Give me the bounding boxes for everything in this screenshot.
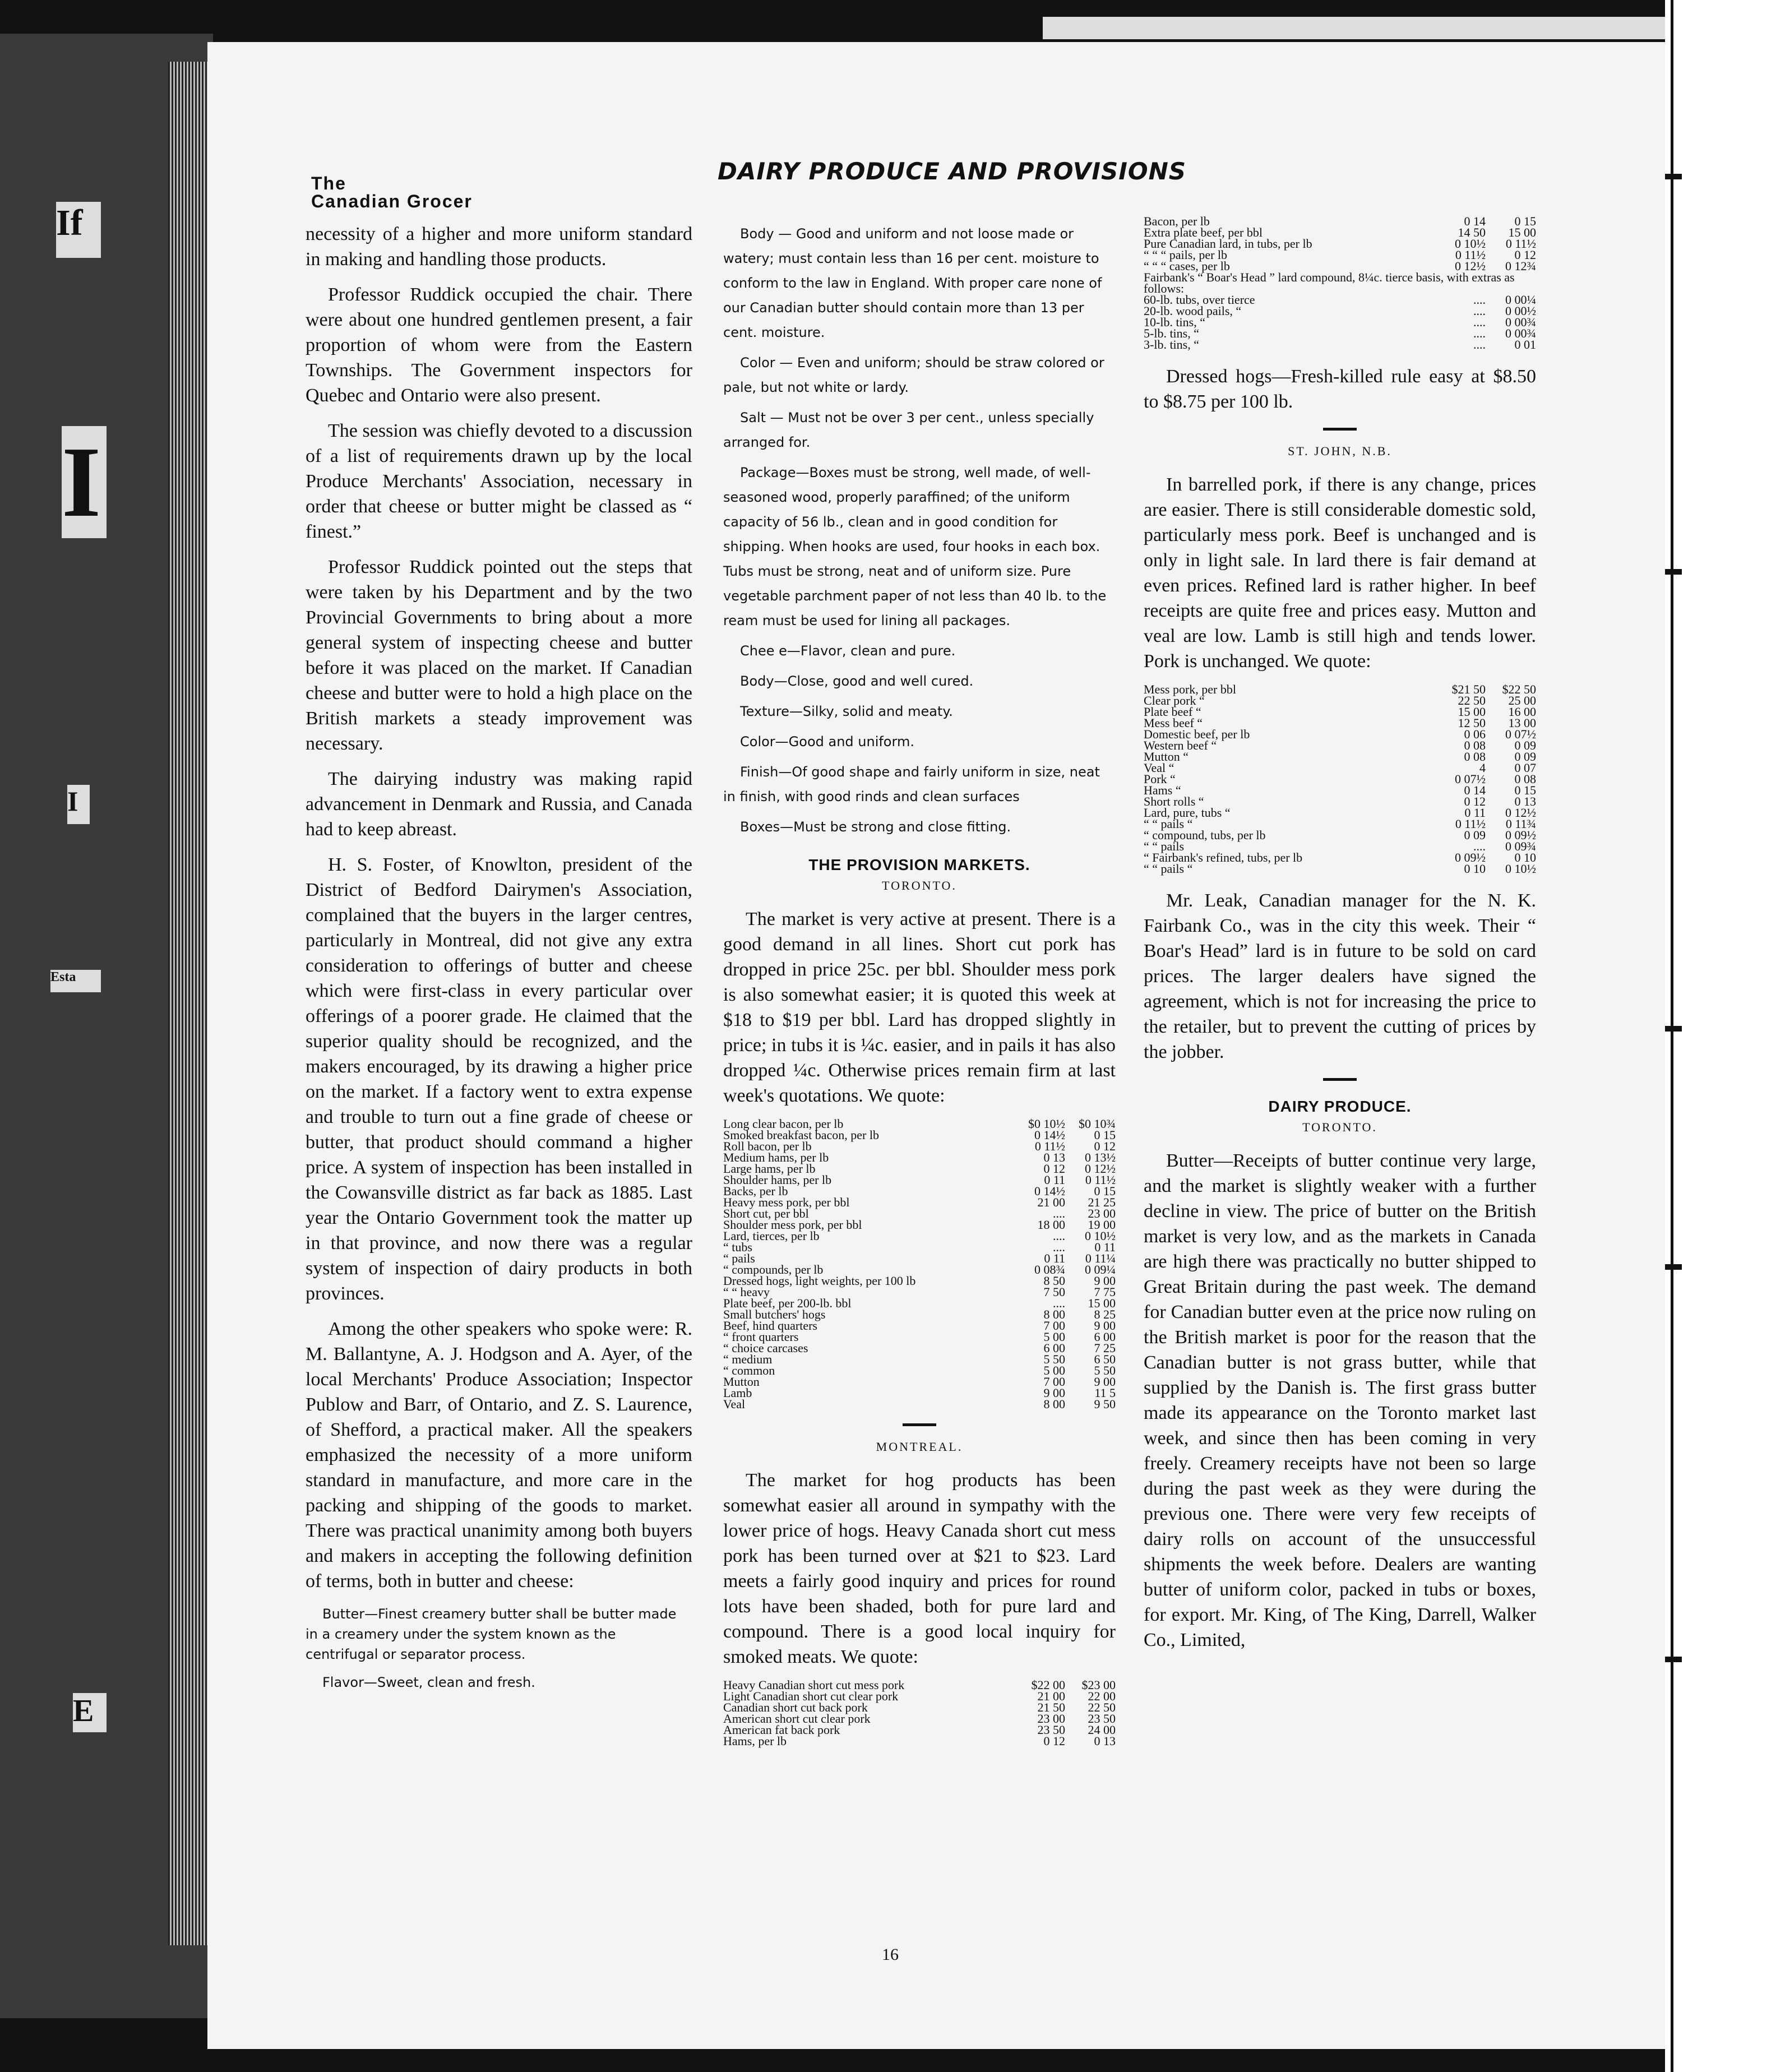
price-value: 21 25 <box>1088 1195 1116 1209</box>
price-item: Long clear bacon, per lb <box>723 1117 844 1131</box>
price-item: Western beef “ <box>1144 738 1217 752</box>
definition: Package—Boxes must be strong, well made, of well-seasoned wood, properly paraffined; of the uniform capacity of 56 lb., clean and in good condition for shipping. When hooks are used, four hooks in each box. Tubs must be strong, neat and of uniform size. Pure vegetable parchment paper of not less than 40 lb. to the ream must be used for lining all packages. <box>723 465 1107 628</box>
price-item: “ compounds, per lb <box>723 1262 824 1276</box>
newspaper-page <box>207 42 1665 2049</box>
price-value: .... <box>1053 1206 1065 1220</box>
definition: Finish—Of good shape and fairly uniform in size, neat in finish, with good rinds and clean surfaces <box>723 764 1100 804</box>
price-value: 0 11 <box>1044 1173 1065 1187</box>
city-heading: MONTREAL. <box>876 1440 963 1454</box>
scan-mark <box>1665 1264 1682 1270</box>
paragraph: Mr. Leak, Canadian manager for the N. K. Fairbank Co., was in the city this week. Their “ Boar's Head” lard is in future to be sold on card prices. The larger dealers have signed the agreement, which is not for increasing the price to the retailer, but to prevent the cutting of prices by the jobber. <box>1144 890 1536 1062</box>
price-item: Veal <box>723 1397 746 1411</box>
price-value: 0 00¾ <box>1505 326 1536 340</box>
definition: Color—Good and uniform. <box>740 734 914 750</box>
price-value: 22 00 <box>1088 1689 1116 1703</box>
price-value: 16 00 <box>1508 705 1536 719</box>
price-item: Shoulder mess pork, per bbl <box>723 1218 862 1232</box>
price-value: $23 00 <box>1081 1678 1116 1692</box>
price-value: 0 07 <box>1514 761 1536 775</box>
price-value: 0 14½ <box>1034 1184 1065 1198</box>
price-value: 0 11½ <box>1034 1139 1065 1153</box>
price-value: 6 00 <box>1043 1341 1065 1355</box>
book-page-edges <box>168 62 213 1945</box>
price-value: 0 08 <box>1464 738 1486 752</box>
price-item: 3-lb. tins, “ <box>1144 337 1199 351</box>
page-number: 16 <box>882 1945 899 1964</box>
price-value: 14 50 <box>1458 225 1486 239</box>
separator <box>903 1423 936 1426</box>
price-value: 0 13½ <box>1085 1150 1116 1164</box>
definition: Boxes—Must be strong and close fitting. <box>740 819 1011 835</box>
price-item: Dressed hogs, light weights, per 100 lb <box>723 1274 916 1288</box>
paragraph: The market is very active at present. There is a good demand in all lines. Short cut pork has dropped in price 25c. per bbl. Shoulder mess pork is also somewhat easier; it is quoted this week at $18 to $19 per bbl. Lard has dropped slightly in price; in tubs it is ¼c. easier, and in pails it has also dropped ¼c. Otherwise prices remain firm at last week's quotations. We quote: <box>723 909 1116 1106</box>
city-heading: ST. JOHN, N.B. <box>1288 444 1392 458</box>
scan-rule <box>1671 0 1673 2072</box>
definition: Salt — Must not be over 3 per cent., unless specially arranged for. <box>723 410 1094 450</box>
paragraph: Butter—Receipts of butter continue very large, and the market is slightly weaker with a further decline in view. The price of butter on the British market is very low, and as the markets in Canada are high there was practically no butter shipped to Great Britain during the past week. The demand for Canadian butter even at the price now ruling on the British market is poor for the reason that the Canadian butter is not grass butter, while that supplied by the Danish is. The first grass butter made its appearance on the Toronto market last week, and since then has been coming in very freely. Creamery receipts have not been so large during the past week as they were during the previous one. There were very few receipts of dairy rolls on account of the unsuccessful shipments the week before. Dealers are wanting butter of uniform color, packed in tubs or boxes, for export. Mr. King, of The King, Darrell, Walker Co., Limited, <box>1144 1150 1536 1650</box>
price-row <box>723 1399 1116 1410</box>
price-value: 7 75 <box>1094 1285 1116 1299</box>
price-value: 0 11 <box>1044 1251 1065 1265</box>
facing-page-fragment: I <box>67 785 90 824</box>
price-value: 0 00½ <box>1505 304 1536 318</box>
price-value: $22 00 <box>1031 1678 1065 1692</box>
definition: Chee e—Flavor, clean and pure. <box>740 643 956 659</box>
price-value: 0 11½ <box>1085 1173 1116 1187</box>
paragraph: The market for hog products has been somewhat easier all around in sympathy with the lower price of hogs. Heavy Canada short cut mess pork has been turned over at $21 to $23. Lard meets a fairly good inquiry and prices for round lots have been shaded, both for pure lard and compound. There is a good local inquiry for smoked meats. We quote: <box>723 1470 1116 1667</box>
price-item: Lard, tierces, per lb <box>723 1229 820 1243</box>
price-table <box>1144 684 1536 875</box>
price-value: 7 25 <box>1094 1341 1116 1355</box>
price-value: 0 09¾ <box>1505 839 1536 853</box>
price-value: 22 50 <box>1458 693 1486 707</box>
price-table <box>1144 216 1536 272</box>
price-item: Mutton <box>723 1375 760 1389</box>
scan-mark <box>1665 1657 1682 1662</box>
price-item: Medium hams, per lb <box>723 1150 829 1164</box>
price-item: American short cut clear pork <box>723 1712 871 1726</box>
price-value: 5 00 <box>1043 1330 1065 1344</box>
price-value: 23 50 <box>1088 1712 1116 1726</box>
price-value: 0 10 <box>1464 862 1486 876</box>
price-value: 0 08¾ <box>1034 1262 1065 1276</box>
price-value: .... <box>1473 304 1486 318</box>
price-value: 6 50 <box>1094 1352 1116 1366</box>
price-value: .... <box>1473 315 1486 329</box>
price-value: 0 15 <box>1514 214 1536 228</box>
price-value: 0 10 <box>1514 850 1536 864</box>
price-value: 0 09¼ <box>1085 1262 1116 1276</box>
price-value: 8 00 <box>1043 1307 1065 1321</box>
price-value: 24 00 <box>1088 1723 1116 1737</box>
price-value: 0 09 <box>1464 828 1486 842</box>
price-value: 6 00 <box>1094 1330 1116 1344</box>
price-value: 23 50 <box>1037 1723 1065 1737</box>
price-value: 0 06 <box>1464 727 1486 741</box>
price-value: 0 00¼ <box>1505 293 1536 307</box>
price-value: 18 00 <box>1037 1218 1065 1232</box>
price-item: Light Canadian short cut clear pork <box>723 1689 899 1703</box>
price-item: Pork “ <box>1144 772 1176 786</box>
price-item: Domestic beef, per lb <box>1144 727 1250 741</box>
price-value: 0 09 <box>1514 738 1536 752</box>
price-value: 0 15 <box>1094 1184 1116 1198</box>
price-item: Short rolls “ <box>1144 794 1204 808</box>
price-item: Small butchers' hogs <box>723 1307 826 1321</box>
price-value: 21 00 <box>1037 1689 1065 1703</box>
price-item: Roll bacon, per lb <box>723 1139 812 1153</box>
facing-page-fragment: E <box>73 1693 107 1732</box>
price-value: .... <box>1053 1240 1065 1254</box>
price-item: 60-lb. tubs, over tierce <box>1144 293 1255 307</box>
scan-margin <box>1665 0 1785 2072</box>
price-table <box>723 1118 1116 1410</box>
price-value: .... <box>1473 337 1486 351</box>
price-value: $21 50 <box>1451 682 1486 696</box>
price-value: 15 00 <box>1088 1296 1116 1310</box>
price-item: Backs, per lb <box>723 1184 788 1198</box>
price-item: Hams, per lb <box>723 1734 787 1748</box>
price-value: 0 11½ <box>1505 237 1536 251</box>
section-title: DAIRY PRODUCE AND PROVISIONS <box>718 158 1187 185</box>
price-item: Hams “ <box>1144 783 1181 797</box>
price-value: 9 00 <box>1043 1386 1065 1400</box>
column-3 <box>1144 216 1536 1663</box>
price-value: 0 11½ <box>1455 248 1486 262</box>
price-value: 5 50 <box>1094 1363 1116 1377</box>
price-item: Mutton “ <box>1144 750 1189 764</box>
price-value: 0 12 <box>1043 1162 1065 1176</box>
price-value: 0 12 <box>1094 1139 1116 1153</box>
definition: Flavor—Sweet, clean and fresh. <box>322 1675 535 1690</box>
paragraph: The dairying industry was making rapid advancement in Denmark and Russia, and Canada had to keep abreast. <box>306 769 692 840</box>
price-value: 0 11½ <box>1455 817 1486 831</box>
paragraph: Among the other speakers who spoke were: R. M. Ballantyne, A. J. Hodgson and A. Ayer, of the local Merchants' Produce Association; Inspector Publow and Barr, of Ontario, and Z. S. Laurence, of Shefford, a practical maker. All the speakers emphasized the necessity of a more uniform standard in manufacture, and more care in the packing and shipping of the goods to market. There was practical unanimity among both buyers and makers in accepting the following definition of terms, both in butter and cheese: <box>306 1319 692 1592</box>
price-value: 0 08 <box>1514 772 1536 786</box>
price-item: “ common <box>723 1363 775 1377</box>
price-value: 15 00 <box>1508 225 1536 239</box>
price-value: 0 12½ <box>1505 806 1536 820</box>
price-item: Plate beef “ <box>1144 705 1201 719</box>
price-value: 5 00 <box>1043 1363 1065 1377</box>
price-value: 23 00 <box>1037 1712 1065 1726</box>
definition: Color — Even and uniform; should be straw colored or pale, but not white or lardy. <box>723 355 1104 395</box>
price-item: 20-lb. wood pails, “ <box>1144 304 1242 318</box>
scan-mark <box>1665 569 1682 575</box>
price-value: 0 13 <box>1094 1734 1116 1748</box>
paragraph: The session was chiefly devoted to a discussion of a list of requirements drawn up by the local Produce Merchants' Association, necessary in order that cheese or butter might be classed as “ finest.” <box>306 420 692 542</box>
price-value: 0 11 <box>1464 806 1486 820</box>
masthead-line: Canadian Grocer <box>311 191 473 211</box>
price-value: .... <box>1473 293 1486 307</box>
price-item: Pure Canadian lard, in tubs, per lb <box>1144 237 1312 251</box>
price-value: 0 12 <box>1514 248 1536 262</box>
price-value: 0 01 <box>1514 337 1536 351</box>
price-item: “ “ pails “ <box>1144 817 1193 831</box>
price-item: 5-lb. tins, “ <box>1144 326 1199 340</box>
price-row <box>1144 339 1536 350</box>
price-value: 25 00 <box>1508 693 1536 707</box>
price-value: 0 00¾ <box>1505 315 1536 329</box>
price-item: 10-lb. tins, “ <box>1144 315 1205 329</box>
price-item: Bacon, per lb <box>1144 214 1210 228</box>
price-value: 7 00 <box>1043 1375 1065 1389</box>
price-row <box>1144 751 1536 762</box>
price-value: 11 5 <box>1094 1386 1116 1400</box>
price-item: “ “ “ cases, per lb <box>1144 259 1230 273</box>
definition: Texture—Silky, solid and meaty. <box>740 704 953 719</box>
price-item: Plate beef, per 200-lb. bbl <box>723 1296 852 1310</box>
price-value: 0 11¾ <box>1505 817 1536 831</box>
price-value: 5 50 <box>1043 1352 1065 1366</box>
definition: Body—Close, good and well cured. <box>740 673 974 689</box>
price-value: 0 12½ <box>1085 1162 1116 1176</box>
price-value: 0 15 <box>1094 1128 1116 1142</box>
price-value: 0 14 <box>1464 783 1486 797</box>
facing-page-fragment: I <box>62 426 107 538</box>
price-value: 0 12 <box>1043 1734 1065 1748</box>
price-item: Heavy mess pork, per bbl <box>723 1195 850 1209</box>
price-item: Shoulder hams, per lb <box>723 1173 832 1187</box>
price-value: 4 <box>1479 761 1486 775</box>
price-item: Smoked breakfast bacon, per lb <box>723 1128 879 1142</box>
price-value: 0 09½ <box>1505 828 1536 842</box>
city-heading: TORONTO. <box>1302 1120 1377 1134</box>
price-value: 0 10½ <box>1085 1229 1116 1243</box>
price-value: 23 00 <box>1088 1206 1116 1220</box>
price-item: Large hams, per lb <box>723 1162 816 1176</box>
price-value: 8 00 <box>1043 1397 1065 1411</box>
price-table <box>723 1680 1116 1747</box>
price-value: 8 50 <box>1043 1274 1065 1288</box>
price-item: “ “ pails <box>1144 839 1185 853</box>
price-value: 0 12 <box>1464 794 1486 808</box>
city-heading: TORONTO. <box>882 878 957 892</box>
price-value: 0 15 <box>1514 783 1536 797</box>
price-value: 0 09½ <box>1455 850 1486 864</box>
price-value: 13 00 <box>1508 716 1536 730</box>
price-item: Heavy Canadian short cut mess pork <box>723 1678 905 1692</box>
paragraph: In barrelled pork, if there is any change, prices are easier. There is still considerable domestic sold, particularly mess pork. Beef is unchanged and is only in light sale. In lard there is fair demand at even prices. Refined lard is rather higher. In beef receipts are quite free and prices easy. Mutton and veal are low. Lamb is still high and tends lower. Pork is unchanged. We quote: <box>1144 474 1536 672</box>
price-value: 21 50 <box>1037 1700 1065 1714</box>
price-value: $22 50 <box>1502 682 1536 696</box>
separator <box>1323 428 1357 431</box>
fairbank-note: Fairbank's “ Boar's Head ” lard compound, 8¼c. tierce basis, with extras as follows: <box>1144 270 1515 295</box>
price-item: Extra plate beef, per bbl <box>1144 225 1263 239</box>
price-item: “ tubs <box>723 1240 752 1254</box>
price-value: 19 00 <box>1088 1218 1116 1232</box>
definition: Butter—Finest creamery butter shall be butter made in a creamery under the system known as the centrifugal or separator process. <box>306 1606 677 1662</box>
price-value: $0 10½ <box>1028 1117 1065 1131</box>
price-value: 9 00 <box>1094 1274 1116 1288</box>
price-row <box>723 1736 1116 1747</box>
price-value: 0 07½ <box>1505 727 1536 741</box>
price-item: “ front quarters <box>723 1330 799 1344</box>
price-value: 0 14½ <box>1034 1128 1065 1142</box>
facing-page-fragment: Esta <box>50 970 101 992</box>
price-value: 22 50 <box>1088 1700 1116 1714</box>
price-item: “ choice carcases <box>723 1341 808 1355</box>
price-value: 0 10½ <box>1455 237 1486 251</box>
paragraph: necessity of a higher and more uniform standard in making and handling those products. <box>306 224 692 270</box>
price-value: 8 25 <box>1094 1307 1116 1321</box>
price-item: “ “ heavy <box>723 1285 770 1299</box>
price-value: 9 00 <box>1094 1375 1116 1389</box>
price-item: American fat back pork <box>723 1723 840 1737</box>
price-value: 0 13 <box>1514 794 1536 808</box>
price-item: Veal “ <box>1144 761 1174 775</box>
price-item: “ pails <box>723 1251 755 1265</box>
price-value: 0 07½ <box>1455 772 1486 786</box>
price-value: $0 10¾ <box>1079 1117 1116 1131</box>
section-heading: THE PROVISION MARKETS. <box>808 856 1030 873</box>
scan-mark <box>1665 174 1682 179</box>
price-value: 0 08 <box>1464 750 1486 764</box>
masthead-line: The <box>311 173 346 193</box>
scan-edge <box>1043 17 1665 39</box>
price-value: 12 50 <box>1458 716 1486 730</box>
price-value: 15 00 <box>1458 705 1486 719</box>
price-value: .... <box>1473 839 1486 853</box>
price-value: 7 50 <box>1043 1285 1065 1299</box>
price-value: .... <box>1053 1229 1065 1243</box>
facing-page-fragment: If <box>56 202 101 258</box>
price-value: 21 00 <box>1037 1195 1065 1209</box>
masthead <box>311 174 473 210</box>
price-item: Canadian short cut back pork <box>723 1700 868 1714</box>
price-row <box>1144 863 1536 875</box>
price-item: “ “ pails “ <box>1144 862 1193 876</box>
paragraph: Professor Ruddick pointed out the steps that were taken by his Department and by the two Provincial Governments to bring about a more general system of inspecting cheese and butter before it was placed on the market. If Canadian cheese and butter were to hold a high place on the British markets a steady improvement was necessary. <box>306 557 692 754</box>
price-item: Lard, pure, tubs “ <box>1144 806 1231 820</box>
paragraph: Dressed hogs—Fresh-killed rule easy at $8.50 to $8.75 per 100 lb. <box>1144 366 1536 412</box>
price-value: .... <box>1473 326 1486 340</box>
price-item: Mess beef “ <box>1144 716 1203 730</box>
price-item: Lamb <box>723 1386 752 1400</box>
column-2 <box>723 221 1116 1760</box>
price-value: 7 00 <box>1043 1319 1065 1333</box>
price-value: 0 09 <box>1514 750 1536 764</box>
price-value: 0 11¼ <box>1085 1251 1116 1265</box>
price-item: “ “ “ pails, per lb <box>1144 248 1228 262</box>
price-item: “ Fairbank's refined, tubs, per lb <box>1144 850 1303 864</box>
price-value: 9 50 <box>1094 1397 1116 1411</box>
separator <box>1323 1078 1357 1081</box>
price-table <box>1144 294 1536 350</box>
price-item: Clear pork “ <box>1144 693 1205 707</box>
paragraph: Professor Ruddick occupied the chair. There were about one hundred gentlemen present, a fair proportion of whom were from the Eastern Townships. The Government inspectors for Quebec and Ontario were also present. <box>306 284 692 406</box>
price-item: “ medium <box>723 1352 773 1366</box>
price-value: 9 00 <box>1094 1319 1116 1333</box>
price-value: 0 11 <box>1094 1240 1116 1254</box>
section-heading: DAIRY PRODUCE. <box>1268 1098 1412 1115</box>
price-value: 0 12¾ <box>1505 259 1536 273</box>
price-value: 0 10½ <box>1505 862 1536 876</box>
price-item: “ compound, tubs, per lb <box>1144 828 1266 842</box>
definition: Body — Good and uniform and not loose made or watery; must contain less than 16 per cent. moisture to conform to the law in England. With proper care none of our Canadian butter should contain more than 13 per cent. moisture. <box>723 226 1102 340</box>
price-item: Mess pork, per bbl <box>1144 682 1236 696</box>
price-value: 0 12½ <box>1455 259 1486 273</box>
price-value: 0 14 <box>1464 214 1486 228</box>
price-value: 0 13 <box>1043 1150 1065 1164</box>
price-item: Beef, hind quarters <box>723 1319 817 1333</box>
paragraph: H. S. Foster, of Knowlton, president of the District of Bedford Dairymen's Association, complained that the buyers in the larger centres, particularly in Montreal, did not give any extra consideration to offerings of butter and cheese which were first-class in every particular over offerings of a poorer grade. He claimed that the superior quality should be recognized, and the makers encouraged, by its drawing a higher price on the market. If a factory went to extra expense and trouble to turn out a fine grade of cheese or butter, that product should command a higher price. A system of inspection has been installed in the Cowansville district as far back as 1885. Last year the Ontario Government took the matter up in that province, and now there was a regular system of inspection of dairy products in both provinces. <box>306 854 692 1304</box>
price-item: Short cut, per bbl <box>723 1206 809 1220</box>
column-1 <box>306 221 692 1700</box>
price-value: .... <box>1053 1296 1065 1310</box>
scan-mark <box>1665 1026 1682 1032</box>
